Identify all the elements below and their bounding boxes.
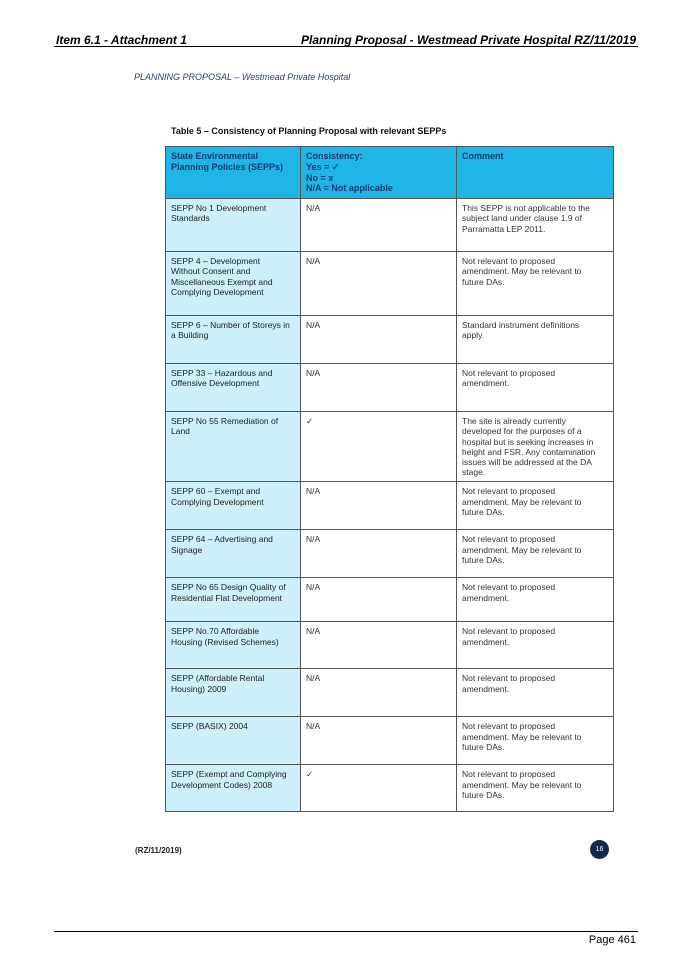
sepp-cell: SEPP No 1 Development Standards	[166, 199, 301, 252]
table-row	[166, 252, 614, 316]
consistency-cell: N/A	[301, 316, 457, 364]
consistency-cell: N/A	[301, 669, 457, 717]
comment-cell: Not relevant to proposed amendment. May be relevant to future DAs.	[457, 765, 614, 812]
consistency-cell: N/A	[301, 252, 457, 316]
consistency-cell: N/A	[301, 717, 457, 765]
page-number-badge: 16	[590, 840, 609, 859]
table-row	[166, 765, 614, 812]
sepp-cell: SEPP (Exempt and Complying Development Codes) 2008	[166, 765, 301, 812]
footer-divider	[54, 931, 638, 932]
sepp-cell: SEPP (Affordable Rental Housing) 2009	[166, 669, 301, 717]
table-row	[166, 412, 614, 482]
sepp-cell: SEPP No.70 Affordable Housing (Revised Schemes)	[166, 622, 301, 669]
table-row	[166, 199, 614, 252]
table-row	[166, 622, 614, 669]
table-row	[166, 669, 614, 717]
table-row	[166, 717, 614, 765]
consistency-cell: ✓	[301, 765, 457, 812]
sepp-cell: SEPP 60 – Exempt and Complying Development	[166, 482, 301, 530]
header-document-title: Planning Proposal - Westmead Private Hospital RZ/11/2019	[301, 33, 636, 47]
consistency-cell: N/A	[301, 199, 457, 252]
consistency-cell: N/A	[301, 578, 457, 622]
comment-cell: Not relevant to proposed amendment.	[457, 669, 614, 717]
table-row	[166, 482, 614, 530]
comment-cell: Not relevant to proposed amendment. May be relevant to future DAs.	[457, 530, 614, 578]
comment-cell: This SEPP is not applicable to the subject land under clause 1.9 of Parramatta LEP 2011.	[457, 199, 614, 252]
comment-cell: Not relevant to proposed amendment. May be relevant to future DAs.	[457, 717, 614, 765]
table-row	[166, 364, 614, 412]
comment-cell: Not relevant to proposed amendment.	[457, 578, 614, 622]
column-header-consistency: Consistency: Yes = ✓ No = x N/A = Not applicable	[301, 147, 457, 199]
table-row	[166, 578, 614, 622]
table-row	[166, 530, 614, 578]
column-header-comment: Comment	[457, 147, 614, 199]
comment-cell: Not relevant to proposed amendment.	[457, 364, 614, 412]
footer-reference: (RZ/11/2019)	[135, 846, 182, 855]
consistency-cell: N/A	[301, 530, 457, 578]
table-caption: Table 5 – Consistency of Planning Proposal with relevant SEPPs	[171, 126, 447, 136]
consistency-cell: N/A	[301, 364, 457, 412]
page-number: Page 461	[588, 934, 636, 946]
sepp-consistency-table	[165, 146, 614, 812]
column-header-sepp: State Environmental Planning Policies (SEPPs)	[166, 147, 301, 199]
consistency-cell: N/A	[301, 622, 457, 669]
sepp-cell: SEPP No 55 Remediation of Land	[166, 412, 301, 482]
comment-cell: Not relevant to proposed amendment. May be relevant to future DAs.	[457, 482, 614, 530]
consistency-cell: N/A	[301, 482, 457, 530]
sepp-cell: SEPP No 65 Design Quality of Residential Flat Development	[166, 578, 301, 622]
header-attachment-label: Item 6.1 - Attachment 1	[56, 33, 187, 47]
sepp-cell: SEPP (BASIX) 2004	[166, 717, 301, 765]
document-subtitle: PLANNING PROPOSAL – Westmead Private Hospital	[134, 72, 351, 82]
sepp-cell: SEPP 6 – Number of Storeys in a Building	[166, 316, 301, 364]
comment-cell: Not relevant to proposed amendment. May be relevant to future DAs.	[457, 252, 614, 316]
consistency-cell: ✓	[301, 412, 457, 482]
sepp-cell: SEPP 64 – Advertising and Signage	[166, 530, 301, 578]
comment-cell: Standard instrument definitions apply.	[457, 316, 614, 364]
table-row	[166, 316, 614, 364]
comment-cell: Not relevant to proposed amendment.	[457, 622, 614, 669]
comment-cell: The site is already currently developed for the purposes of a hospital but is seeking increases in height and FSR. Any contamination issues will be addressed at the DA stage.	[457, 412, 614, 482]
header-divider	[54, 46, 638, 47]
sepp-cell: SEPP 4 – Development Without Consent and Miscellaneous Exempt and Complying Development	[166, 252, 301, 316]
table-header-row	[166, 147, 614, 199]
sepp-cell: SEPP 33 – Hazardous and Offensive Development	[166, 364, 301, 412]
